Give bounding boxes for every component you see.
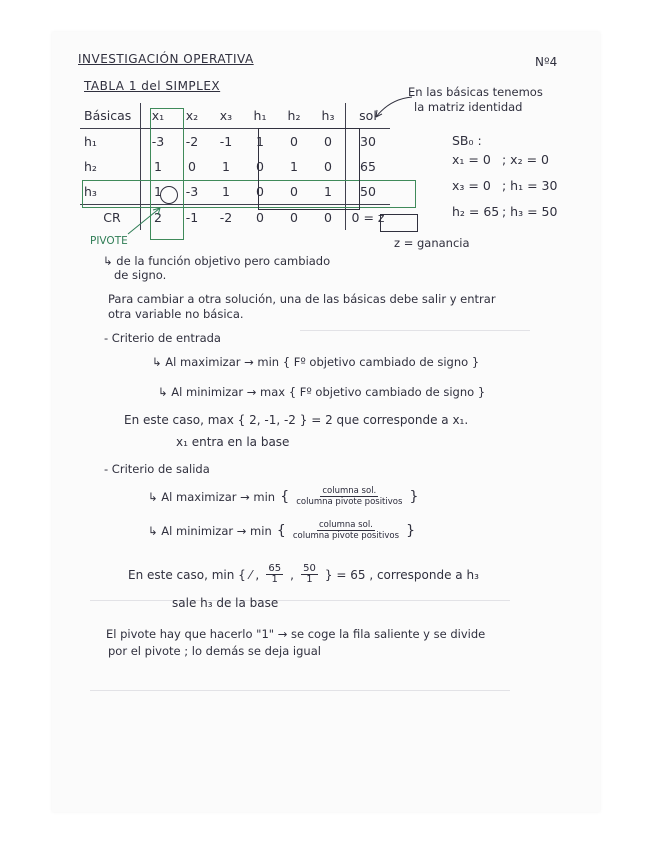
table-title: TABLA 1 del SIMPLEX <box>84 79 221 93</box>
entry-result: x₁ entra en la base <box>176 435 290 449</box>
brace-open-icon: { <box>276 523 286 539</box>
exit-fraction <box>296 486 402 507</box>
col-header: h₃ <box>311 103 346 129</box>
row-label: h₁ <box>80 129 141 155</box>
pivot-cell: 1 <box>154 184 162 199</box>
sbo-value: x₁ = 0 <box>452 152 491 167</box>
table-cell: 1 <box>222 184 230 199</box>
fraction-denominator: columna pivote positivos <box>296 497 403 507</box>
brace-open-icon: { <box>280 489 290 505</box>
exit-case-prefix: En este caso, min { ⁄ , <box>128 568 260 582</box>
z-value-box <box>380 214 418 232</box>
exit-max-prefix: ↳ Al maximizar → min <box>148 490 276 504</box>
exit-case <box>128 564 479 585</box>
table-cell: 0 <box>290 134 298 149</box>
pivot-note-2: por el pivote ; lo demás se deja igual <box>108 644 321 658</box>
pivote-label: PIVOTE <box>90 235 128 247</box>
sbo-value: h₂ = 65 <box>452 204 500 219</box>
ratio-denominator: 1 <box>306 574 313 585</box>
entry-max-rule: ↳ Al maximizar → min { Fº objetivo cambiado de signo } <box>152 355 480 369</box>
row-label: h₃ <box>80 179 141 205</box>
row-label: h₂ <box>80 154 141 179</box>
pivot-note-1: El pivote hay que hacerlo "1" → se coge la fila saliente y se divide <box>106 627 486 641</box>
table-cell: 0 <box>188 159 196 174</box>
sbo-label: SB₀ : <box>452 133 482 148</box>
brace-close-icon: } <box>409 489 419 505</box>
exit-min-prefix: ↳ Al minimizar → min <box>148 524 272 538</box>
sbo-value: ; x₂ = 0 <box>502 152 549 167</box>
brace-close-icon: } <box>406 523 416 539</box>
table-cell: 30 <box>360 134 376 149</box>
identity-note-1: En las básicas tenemos <box>408 85 543 99</box>
table-cell: -2 <box>185 134 199 149</box>
ratio-denominator: 1 <box>271 574 278 585</box>
table-cell: 0 <box>311 205 346 231</box>
table-cell: -3 <box>151 134 165 149</box>
entry-criterion-title: - Criterio de entrada <box>104 331 221 345</box>
z-note: z = ganancia <box>394 236 470 250</box>
table-cell: 1 <box>290 159 298 174</box>
table-cell: 0 = z <box>351 210 385 225</box>
sbo-value: ; h₃ = 50 <box>502 204 558 219</box>
col-header: x₁ <box>141 103 176 129</box>
pivot-circle-icon <box>160 186 178 204</box>
sbo-value: ; h₁ = 30 <box>502 178 558 193</box>
table-cell: 0 <box>256 184 264 199</box>
table-cell: 0 <box>256 159 264 174</box>
leaving-row-highlight <box>82 180 416 208</box>
exit-criterion-title: - Criterio de salida <box>104 462 210 476</box>
identity-note-2: la matriz identidad <box>414 100 523 114</box>
table-cell: 2 <box>154 210 162 225</box>
col-header: h₁ <box>243 103 277 129</box>
identity-matrix-box <box>258 128 360 210</box>
table-cell: -1 <box>185 210 199 225</box>
intro-line-2: otra variable no básica. <box>108 307 244 321</box>
exit-ratio-2 <box>301 564 318 585</box>
exit-fraction <box>293 520 399 541</box>
col-header: x₂ <box>175 103 209 129</box>
table-header-row <box>80 103 390 129</box>
col-header: Básicas <box>80 103 141 129</box>
row-label: CR <box>80 205 141 231</box>
fraction-numerator: columna sol. <box>318 520 373 530</box>
ratio-numerator: 50 <box>303 563 316 574</box>
cr-note-2: de signo. <box>114 268 167 282</box>
page-number: Nº4 <box>535 55 558 69</box>
entry-case: En este caso, max { 2, -1, -2 } = 2 que corresponde a x₁. <box>124 413 469 427</box>
exit-case-suffix: } = 65 , corresponde a h₃ <box>324 568 479 582</box>
ratio-numerator: 65 <box>268 563 282 574</box>
exit-result: sale h₃ de la base <box>172 596 279 610</box>
intro-line-1: Para cambiar a otra solución, una de las básicas debe salir y entrar <box>108 292 496 306</box>
table-cell: -3 <box>185 184 199 199</box>
col-header: x₃ <box>209 103 243 129</box>
exit-ratio-1 <box>266 564 283 585</box>
table-cell: 1 <box>256 134 264 149</box>
entry-min-rule: ↳ Al minimizar → max { Fº objetivo cambiado de signo } <box>158 385 486 399</box>
cr-note-1: ↳ de la función objetivo pero cambiado <box>103 254 331 268</box>
table-cell: 1 <box>154 159 162 174</box>
table-cell: -1 <box>219 134 233 149</box>
exit-min-rule <box>148 520 415 541</box>
exit-max-rule <box>148 486 418 507</box>
pivot-arrow-icon <box>126 206 166 238</box>
fraction-denominator: columna pivote positivos <box>292 531 400 541</box>
table-cell: 0 <box>311 154 346 179</box>
sbo-value: x₃ = 0 <box>452 178 491 193</box>
fraction-numerator: columna sol. <box>322 486 377 496</box>
table-cell: 0 <box>311 129 346 155</box>
table-cell: 1 <box>222 159 230 174</box>
col-header: h₂ <box>277 103 311 129</box>
comma-separator: , <box>290 568 294 582</box>
table-cell: 50 <box>360 184 376 199</box>
table-cell: -2 <box>219 210 233 225</box>
table-cell: 65 <box>360 159 376 174</box>
course-title: INVESTIGACIÓN OPERATIVA <box>78 52 254 66</box>
table-cell: 0 <box>290 184 298 199</box>
col-header: sol <box>346 103 391 129</box>
table-cell: 0 <box>256 210 264 225</box>
table-cell: 1 <box>311 179 346 205</box>
table-cell: 0 <box>290 210 298 225</box>
